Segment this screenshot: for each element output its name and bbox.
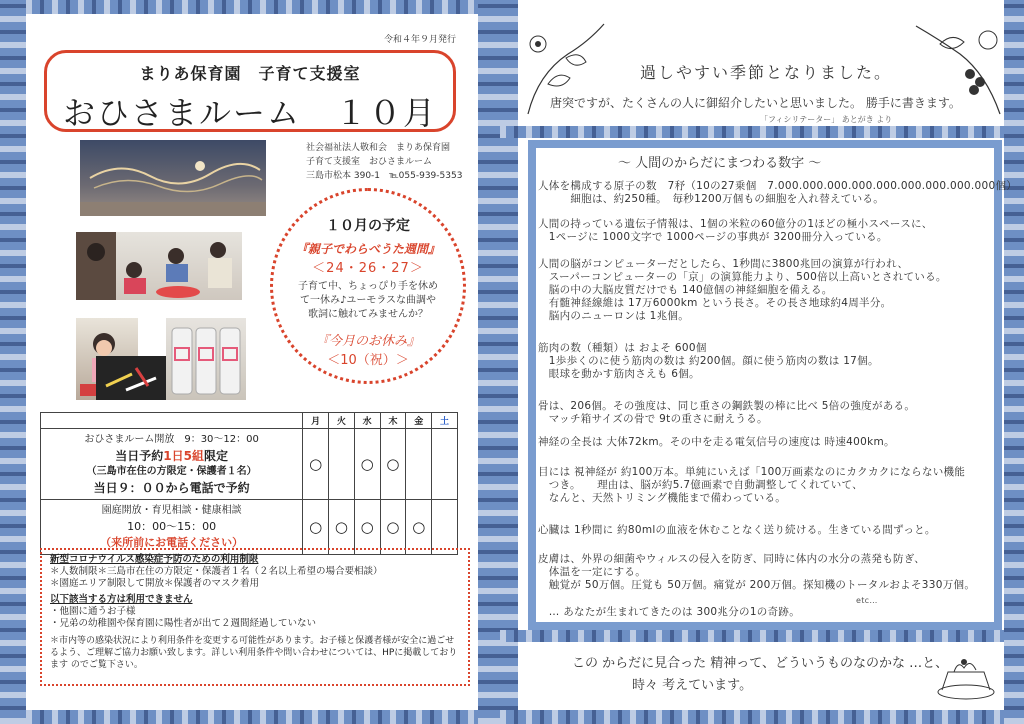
numbers-line: 筋肉の数（種類）は およそ 600個 bbox=[538, 342, 707, 354]
call-before-visit: （来所前にお電話ください） bbox=[100, 536, 244, 549]
numbers-line: 人体を構成する原子の数 7𥝱（10の27乗個 7.000.000.000.000.000.000.000.000.000個） bbox=[538, 180, 1018, 192]
week-dates: ＜24・26・27＞ bbox=[312, 261, 424, 276]
numbers-line: 皮膚は、外界の細菌やウィルスの侵入を防ぎ、同時に体内の水分の蒸発も防ぎ、 bbox=[538, 553, 926, 565]
credit-text: 「フィシリテーター」 あとがき より bbox=[760, 115, 893, 124]
org-line2: 子育て支援室 おひさまルーム bbox=[306, 157, 433, 167]
header-title: おひさまルーム １０月 bbox=[62, 94, 437, 132]
reservation-suffix: 限定 bbox=[203, 449, 228, 463]
reservation-line bbox=[43, 448, 300, 464]
bottom-tape-right bbox=[500, 710, 1024, 724]
intro-text: 唐突ですが、たくさんの人に御紹介したいと思いました。 勝手に書きます。 bbox=[550, 96, 961, 110]
wall-photo bbox=[80, 140, 266, 216]
children-playing-image bbox=[76, 232, 242, 300]
numbers-line: 細胞は、約250種。 毎秒1200万個もの細胞を入れ替えている。 bbox=[538, 193, 885, 205]
numbers-line: 神経の全長は 大体72km。その中を走る電気信号の速度は 時速400km。 bbox=[538, 436, 895, 448]
garden-open-label: 園庭開放・育児相談・健康相談 bbox=[101, 505, 242, 516]
org-line3: 三島市松本 390-1 ℡055-939-5353 bbox=[306, 171, 463, 181]
schedule-table bbox=[40, 412, 458, 555]
row2-thu: ○ bbox=[380, 500, 406, 555]
row1-thu: ○ bbox=[380, 429, 406, 500]
right-bottom-tape bbox=[500, 630, 1024, 642]
etc-text: etc… bbox=[856, 596, 878, 605]
table-row bbox=[41, 429, 458, 500]
left-tape bbox=[0, 0, 26, 724]
row2-sat bbox=[432, 500, 458, 555]
board-photo bbox=[96, 356, 166, 400]
wall-decoration-image bbox=[80, 140, 266, 216]
no-use-item: ・兄弟の幼稚園や保育園に陽性者が出て２週間経過していない bbox=[50, 618, 317, 629]
header-blank bbox=[41, 413, 303, 429]
row2-wed: ○ bbox=[354, 500, 380, 555]
row1-fri bbox=[406, 429, 432, 500]
numbers-line: 脳内のニューロンは 1兆個。 bbox=[538, 310, 690, 322]
numbers-line: つき。 理由は、脳が約5.7億画素で自動調整してくれていて、 bbox=[538, 479, 863, 491]
row1-mon: ○ bbox=[303, 429, 329, 500]
center-tape-left bbox=[478, 0, 500, 724]
plastic-bottles-image bbox=[166, 318, 246, 400]
children-photo bbox=[76, 232, 242, 300]
day-sat: 土 bbox=[432, 413, 458, 429]
row2-tue: ○ bbox=[329, 500, 355, 555]
no-use-title: 以下該当する方は利用できません bbox=[50, 594, 193, 605]
numbers-line: 眼球を動かす筋肉さえも 6個。 bbox=[538, 368, 700, 380]
closing-line1: この からだに見合った 精神って、どういうものなのかな …と、 bbox=[572, 656, 949, 671]
numbers-line: 目には 視神経が 約100万本。単純にいえば「100万画素なのにカクカクにならない機能 bbox=[538, 466, 966, 478]
notice-footer: ＊市内等の感染状況により利用条件を変更する可能性があります。お子様と保護者様が安全に過ごせるよう、ご理解ご協力お願い致します。詳しい利用条件や問い合わせについては、HPに掲載しております のでご覧下さい。 bbox=[50, 636, 458, 670]
org-line1: 社会福祉法人敬和会 まりあ保育園 bbox=[306, 143, 451, 153]
numbers-line: 人間の脳がコンピューターだとしたら、1秒間に3800兆回の演算が行われ、 bbox=[538, 258, 909, 270]
holiday-dates: ＜10（祝）＞ bbox=[327, 353, 409, 368]
reservation-limit: 1日5組 bbox=[163, 449, 204, 463]
greeting-text: 過しやすい季節となりました。 bbox=[640, 63, 893, 82]
reservation-prefix: 当日予約 bbox=[115, 449, 164, 463]
schedule-circle bbox=[270, 188, 466, 384]
row2-mon: ○ bbox=[303, 500, 329, 555]
numbers-line: なんと、天然トリミング機能まで備わっている。 bbox=[538, 492, 787, 504]
week-description: 子育て中、ちょっぴり手を休めて一休み♪ユーモラスな曲調や歌詞に触れてみませんか？ bbox=[298, 281, 438, 320]
day-mon: 月 bbox=[303, 413, 329, 429]
table-header-row bbox=[41, 413, 458, 429]
issue-date: 令和４年９月発行 bbox=[384, 35, 457, 45]
row2-fri: ○ bbox=[406, 500, 432, 555]
table-row bbox=[41, 500, 458, 555]
schedule-heading: １０月の予定 bbox=[326, 218, 410, 234]
room-open-cell bbox=[41, 429, 303, 500]
numbers-line: 人間の持っている遺伝子情報は、1個の米粒の60億分の1ほどの極小スペースに、 bbox=[538, 218, 933, 230]
section-title: ～ 人間のからだにまつわる数字 ～ bbox=[618, 156, 822, 171]
numbers-line: 触覚が 50万個。圧覚も 50万個。痛覚が 200万個。探知機のトータルおよそ330万個。 bbox=[538, 579, 976, 591]
numbers-line: マッチ箱サイズの骨で 9tの重さに耐えうる。 bbox=[538, 413, 768, 425]
garden-open-cell bbox=[41, 500, 303, 555]
closing-line2: 時々 考えています。 bbox=[632, 678, 753, 693]
numbers-line: スーパーコンピューターの「京」の演算能力より、500倍以上高いとされている。 bbox=[538, 271, 947, 283]
resident-condition: （三島市在住の方限定・保護者１名） bbox=[86, 466, 257, 477]
numbers-line: 心臓は 1秒間に 約80mlの血液を休むことなく送り続ける。生きている間ずっと。 bbox=[538, 524, 936, 536]
black-board-image bbox=[96, 356, 166, 400]
notice-item: ＊園庭エリア制限して開放＊保護者のマスク着用 bbox=[50, 578, 260, 589]
right-tape bbox=[1004, 0, 1024, 724]
day-wed: 水 bbox=[354, 413, 380, 429]
no-use-item: ・他園に通うお子様 bbox=[50, 606, 136, 617]
right-top-tape bbox=[500, 126, 1024, 138]
covid-notice bbox=[40, 548, 470, 686]
phone-reservation: 当日９：００から電話で予約 bbox=[93, 481, 250, 495]
garden-open-time: 10：00～15：00 bbox=[127, 520, 217, 533]
bottom-tape-left bbox=[0, 710, 500, 724]
notice-item: ＊人数制限＊三島市在住の方限定・保護者１名（２名以上希望の場合要相談） bbox=[50, 566, 383, 577]
numbers-line: 1ページに 1000文字で 1000ページの事典が 3200冊分入っている。 bbox=[538, 231, 888, 243]
week-title: 『親子でわらべうた週間』 bbox=[295, 242, 440, 256]
numbers-line: 有髄神経線維は 17万6000km という長さ。その長さ地球約4周半分。 bbox=[538, 297, 892, 309]
holiday-title: 『今月のお休み』 bbox=[315, 334, 420, 349]
row1-tue bbox=[329, 429, 355, 500]
day-thu: 木 bbox=[380, 413, 406, 429]
room-open-time: おひさまルーム開放 9：30～12：00 bbox=[84, 434, 259, 445]
notice-title: 新型コロナウイルス感染症予防のための利用制限 bbox=[50, 554, 259, 565]
day-tue: 火 bbox=[329, 413, 355, 429]
header-subtitle: まりあ保育園 子育て支援室 bbox=[139, 64, 361, 83]
numbers-line: 体温を一定にする。 bbox=[538, 566, 646, 578]
numbers-line: … あなたが生まれてきたのは 300兆分の1の奇跡。 bbox=[538, 606, 800, 618]
numbers-line: 脳の中の大脳皮質だけでも 140億個の神経細胞を備える。 bbox=[538, 284, 833, 296]
day-fri: 金 bbox=[406, 413, 432, 429]
numbers-line: 1歩歩くのに使う筋肉の数は 約200個。顔に使う筋肉の数は 17個。 bbox=[538, 355, 879, 367]
row1-wed: ○ bbox=[354, 429, 380, 500]
bottles-photo bbox=[166, 318, 246, 400]
cake-illustration bbox=[934, 650, 1000, 702]
numbers-line: 骨は、206個。その強度は、同じ重さの鋼鉄製の棒に比べ 5倍の強度がある。 bbox=[538, 400, 916, 412]
center-tape-right bbox=[500, 0, 518, 724]
top-tape-left bbox=[0, 0, 500, 14]
row1-sat bbox=[432, 429, 458, 500]
header-box bbox=[44, 50, 456, 132]
